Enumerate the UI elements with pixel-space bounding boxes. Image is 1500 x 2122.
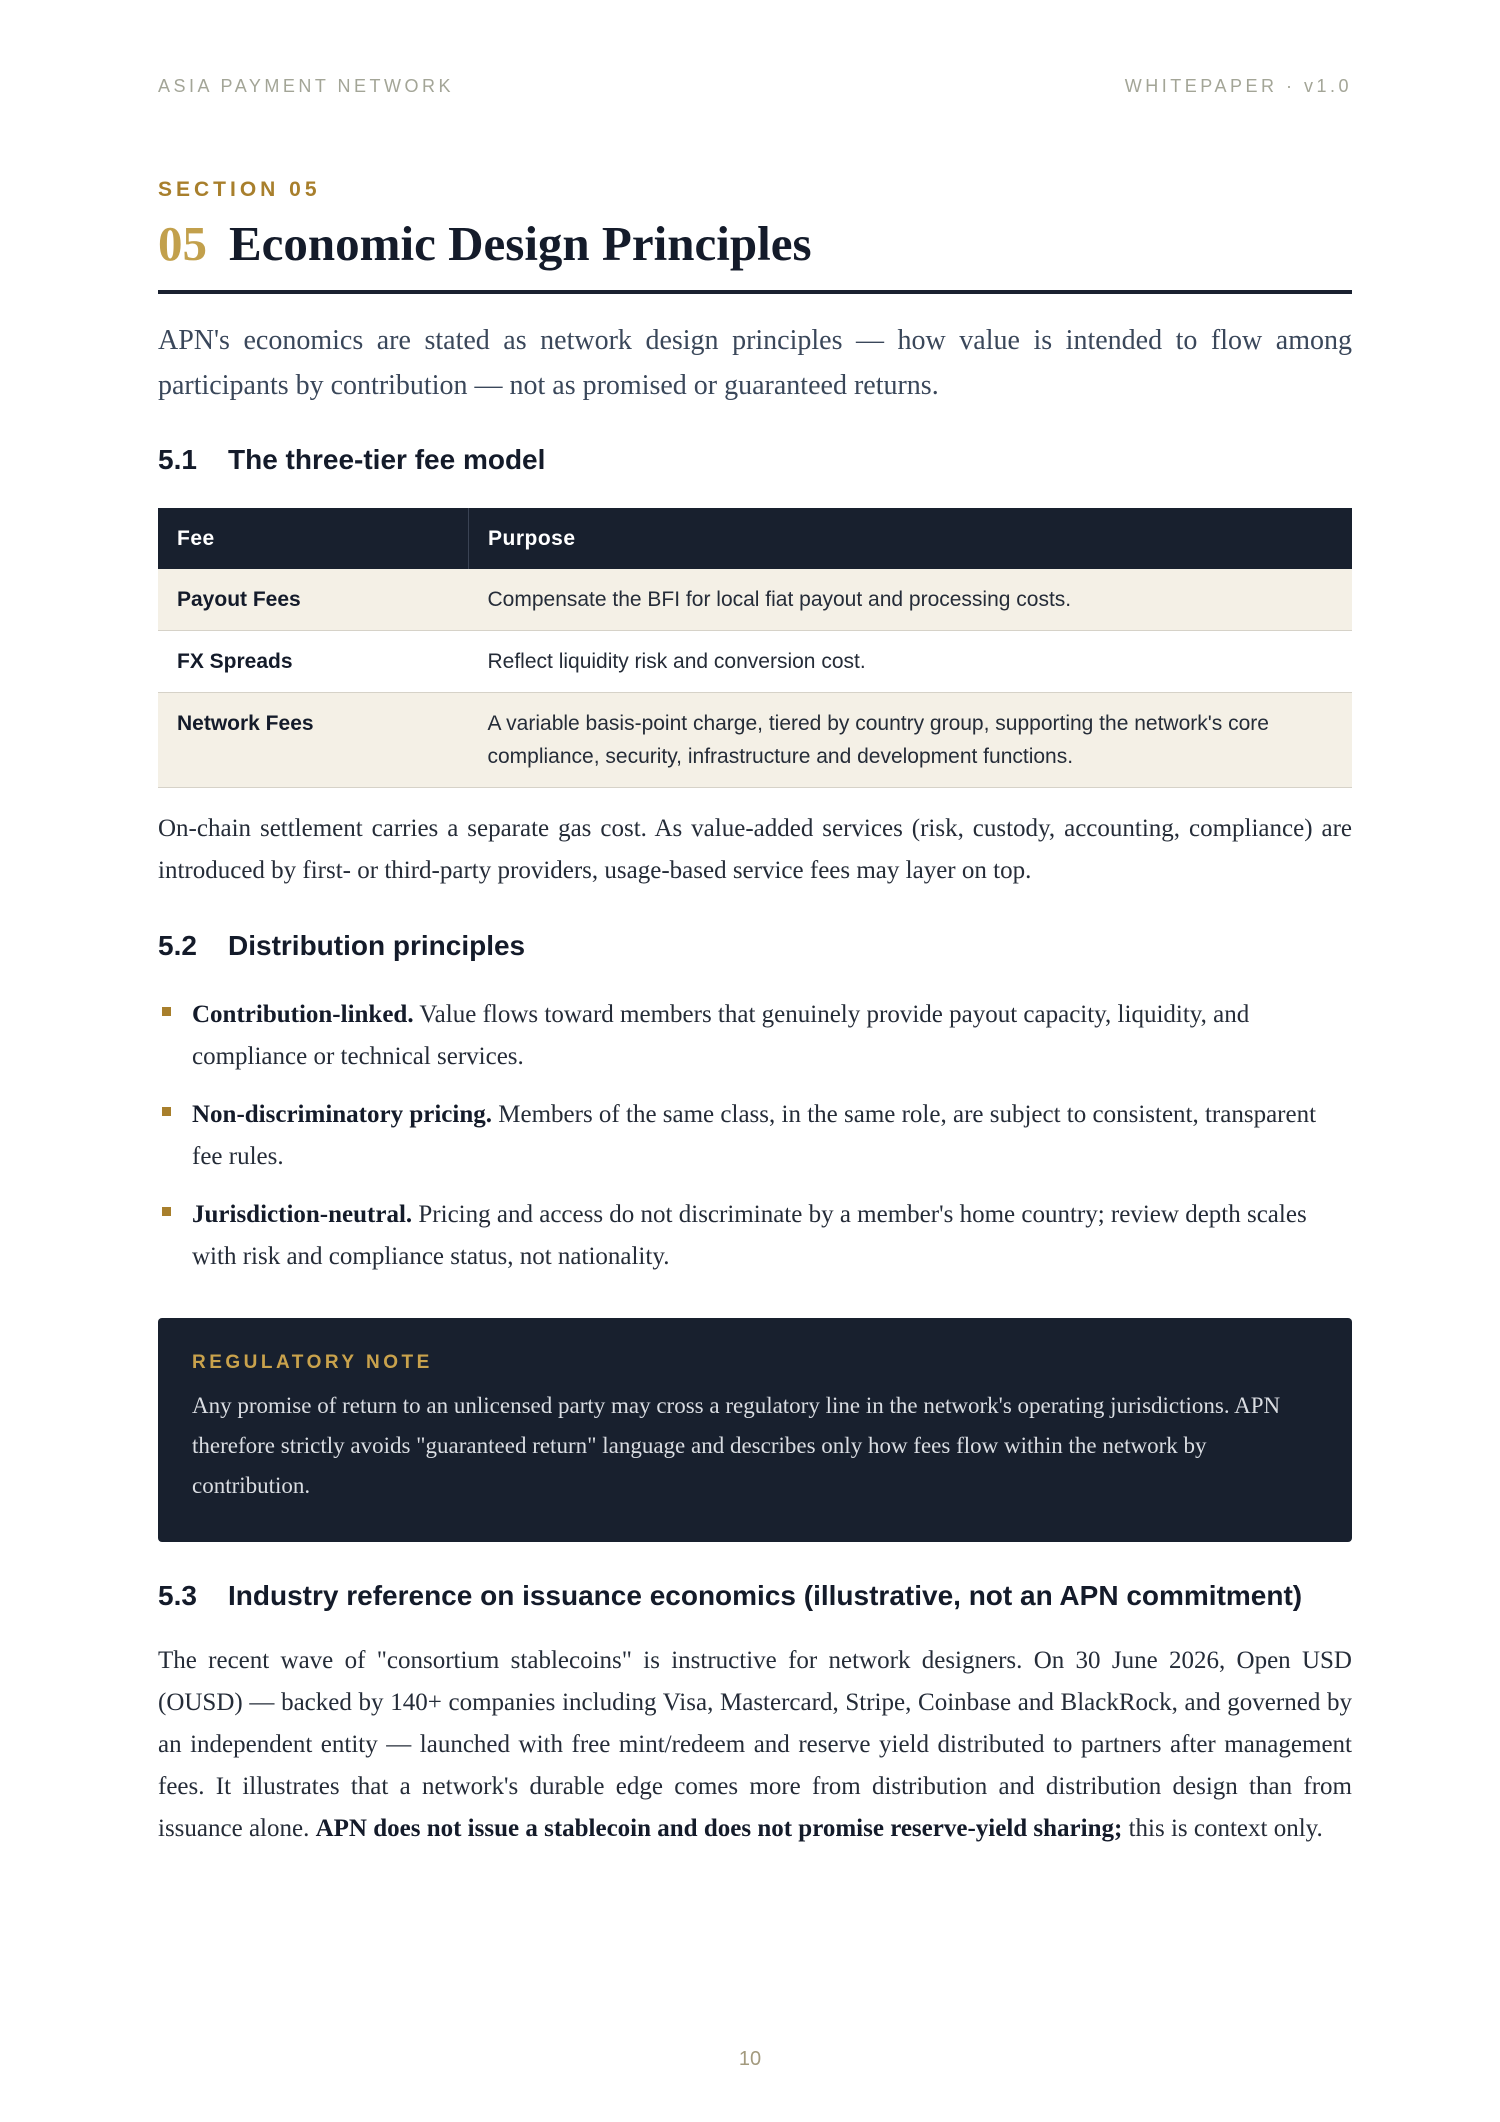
running-header <box>158 76 1352 97</box>
list-item <box>158 1094 1352 1178</box>
issuance-paragraph <box>158 1640 1352 1850</box>
chapter-number: 05 <box>158 216 207 271</box>
column-header-purpose: Purpose <box>469 508 1353 569</box>
callout-body: Any promise of return to an unlicensed party may cross a regulatory line in the network's operating jurisdictions. APN therefore strictly avoids "guaranteed return" language and describes only how fees flow within the network by contribution. <box>192 1393 1281 1498</box>
principle-text: Members of the same class, in the same role, are subject to consistent, transparent fee rules. <box>192 1101 1317 1170</box>
list-item <box>158 1194 1352 1278</box>
list-item <box>158 994 1352 1078</box>
subsection-number: 5.2 <box>158 930 197 961</box>
chapter-heading: Economic Design Principles <box>229 216 812 271</box>
square-bullet-icon <box>162 1007 171 1016</box>
square-bullet-icon <box>162 1207 171 1216</box>
fee-model-paragraph: On-chain settlement carries a separate gas cost. As value-added services (risk, custody, accounting, compliance) are introduced by first- or third-party providers, usage-based service fees may layer on top. <box>158 815 1352 884</box>
header-doc-version: WHITEPAPER · v1.0 <box>1124 76 1352 96</box>
table-row <box>158 631 1352 693</box>
table-header-row <box>158 508 1352 569</box>
issuance-text-end: this is context only. <box>1122 1815 1323 1842</box>
issuance-text: The recent wave of "consortium stablecoins" is instructive for network designers. On 30 June 2026, Open USD (OUSD) — backed by 140+ companies including Visa, Mastercard, Stripe, Coinbase and BlackRock, and governed by an independent entity — launched with free mint/redeem and reserve yield distributed to partners after management fees. It illustrates that a network's durable edge comes more from distribution and distribution design than from issuance alone. <box>158 1647 1352 1842</box>
subsection-heading-5-2 <box>158 930 525 962</box>
table-row <box>158 569 1352 631</box>
table-row <box>158 693 1352 788</box>
square-bullet-icon <box>162 1107 171 1116</box>
principle-term: Jurisdiction-neutral. <box>192 1201 413 1228</box>
subsection-number: 5.1 <box>158 444 197 475</box>
fee-purpose-cell: A variable basis-point charge, tiered by country group, supporting the network's core compliance, security, infrastructure and development functions. <box>469 693 1353 788</box>
lead-paragraph: APN's economics are stated as network design principles — how value is intended to flow among participants by contribution — not as promised or guaranteed returns. <box>158 325 1352 401</box>
column-header-fee: Fee <box>158 508 469 569</box>
chapter-title <box>158 214 1352 294</box>
fee-purpose-cell: Reflect liquidity risk and conversion cost. <box>469 631 1353 693</box>
principles-list <box>158 994 1352 1294</box>
page-number: 10 <box>738 2048 762 2070</box>
principle-text: Pricing and access do not discriminate by a member's home country; review depth scales with risk and compliance status, not nationality. <box>192 1201 1307 1270</box>
regulatory-note-callout <box>158 1318 1352 1542</box>
principle-term: Non-discriminatory pricing. <box>192 1101 492 1128</box>
fee-name-cell: FX Spreads <box>158 631 469 693</box>
subsection-number: 5.3 <box>158 1580 197 1611</box>
issuance-disclaimer: APN does not issue a stablecoin and does not promise reserve-yield sharing; <box>315 1815 1123 1842</box>
fee-table <box>158 508 1352 788</box>
subsection-title: The three-tier fee model <box>228 444 546 475</box>
principle-term: Contribution-linked. <box>192 1001 414 1028</box>
section-label: SECTION 05 <box>158 178 321 201</box>
subsection-heading-5-1 <box>158 444 545 476</box>
subsection-heading-5-3 <box>158 1580 1302 1612</box>
fee-name-cell: Payout Fees <box>158 569 469 631</box>
callout-title: REGULATORY NOTE <box>192 1352 433 1373</box>
subsection-title: Distribution principles <box>228 930 526 961</box>
fee-purpose-cell: Compensate the BFI for local fiat payout and processing costs. <box>469 569 1353 631</box>
header-org-name: ASIA PAYMENT NETWORK <box>158 76 455 96</box>
principle-text: Value flows toward members that genuinely provide payout capacity, liquidity, and compliance or technical services. <box>192 1001 1250 1070</box>
subsection-title: Industry reference on issuance economics (illustrative, not an APN commitment) <box>228 1580 1303 1611</box>
fee-name-cell: Network Fees <box>158 693 469 788</box>
